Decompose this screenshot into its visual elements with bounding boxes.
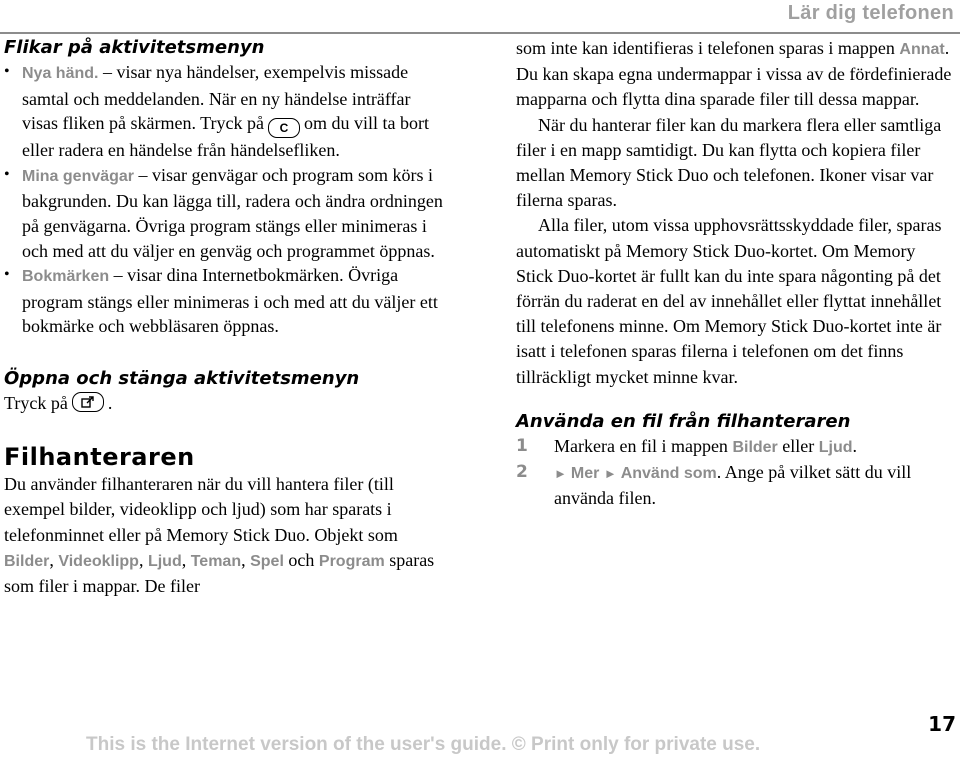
text: . <box>107 392 113 413</box>
step-item <box>516 434 956 460</box>
step-item <box>516 460 956 511</box>
text: . <box>852 435 858 456</box>
menu-term: Teman <box>190 552 242 570</box>
section-heading-use-file: Använda en fil från filhanteraren <box>516 410 851 432</box>
paragraph: När du hanterar filer kan du markera flera eller samtliga filer i en mapp samtidigt. Du kan flytta och kopiera filer mellan Memory Stick Duo och telefonen. Ikoner visar var filerna sparas. <box>516 114 942 211</box>
text: , <box>241 549 251 570</box>
text: , <box>181 549 191 570</box>
section-heading-tabs: Flikar på aktivitetsmenyn <box>4 37 265 58</box>
right-column <box>516 36 956 511</box>
menu-term: Ljud <box>818 438 853 456</box>
menu-term: Bilder <box>732 438 778 456</box>
left-column <box>4 36 444 599</box>
text: sparas som filer i mappar. De filer <box>4 549 435 596</box>
page-number: 17 <box>928 712 956 736</box>
footer-note: This is the Internet version of the user's guide. © Print only for private use. <box>86 734 761 755</box>
text: , <box>138 549 148 570</box>
text: och <box>283 549 319 570</box>
page-header: Lär dig telefonen <box>787 2 954 24</box>
arrow-right-icon: ► <box>554 466 567 482</box>
menu-term: Använd som <box>620 465 717 483</box>
paragraph <box>4 391 444 416</box>
list-item <box>4 60 444 163</box>
menu-term: Spel <box>250 552 284 570</box>
menu-term: Videoklipp <box>58 552 139 570</box>
text: . Ange på vilket sätt du vill använda filen. <box>554 462 912 509</box>
menu-term: Annat <box>899 41 945 58</box>
item-text: – visar nya händelser, exempelvis missade samtal och meddelanden. När en ny händelse inträffar visas fliken på skärmen. Tryck på <box>22 62 411 134</box>
text: . Du kan skapa egna undermappar i vissa av de fördefinierade mapparna och flytta dina sparade filer till dessa mappar. <box>516 38 952 110</box>
arrow-right-icon: ► <box>603 466 617 482</box>
steps-list <box>516 434 956 512</box>
paragraph <box>4 472 444 599</box>
menu-term: Ljud <box>147 552 182 570</box>
text: som inte kan identifieras i telefonen sparas i mappen <box>516 38 900 58</box>
text: Tryck på <box>4 392 68 413</box>
menu-term: Mer <box>570 465 600 483</box>
step-number: 1 <box>516 435 528 456</box>
text: eller <box>777 435 819 456</box>
text: Markera en fil i mappen <box>554 435 733 456</box>
text: , <box>49 549 59 570</box>
tab-list <box>4 60 444 339</box>
list-item <box>4 263 444 339</box>
key-label: C <box>279 121 289 136</box>
paragraph <box>516 36 956 113</box>
section-heading-file-manager: Filhanteraren <box>4 443 195 472</box>
step-number: 2 <box>516 462 528 483</box>
menu-term: Bilder <box>4 552 50 570</box>
list-item <box>4 163 444 263</box>
menu-term: Nya händ. <box>22 65 99 82</box>
paragraph: Alla filer, utom vissa upphovsrättsskyddade filer, sparas automatiskt på Memory Stick Duo-kortet. Om Memory Stick Duo-kortet är fullt kan du inte spara någonting på det förrän du raderat en del av innehållet eller flyttat innehållet till telefonens minne. Om Memory Stick Duo-kortet inte är isatt i telefonen sparas filerna i telefonen om det finns tillräckligt mycket minne kvar. <box>516 215 942 387</box>
item-text: – visar genvägar och program som körs i bakgrunden. Du kan lägga till, radera och ändra ordningen på genvägarna. Övriga program stängs eller minimeras i och med att du väljer en genväg och programmet öppnas. <box>22 164 443 261</box>
c-key-icon <box>268 118 300 138</box>
menu-term: Program <box>318 552 385 570</box>
item-text: – visar dina Internetbokmärken. Övriga program stängs eller minimeras i och med att du väljer ett bokmärke och webbläsaren öppnas. <box>22 265 438 337</box>
menu-term: Mina genvägar <box>22 167 135 185</box>
menu-term: Bokmärken <box>22 268 110 286</box>
text: Du använder filhanteraren när du vill hantera filer (till exempel bilder, videoklipp och ljud) som har sparats i telefonminnet eller på Memory Stick Duo. Objekt som <box>4 474 398 545</box>
activity-menu-key-icon <box>72 392 104 412</box>
section-heading-open-close: Öppna och stänga aktivitetsmenyn <box>4 367 360 389</box>
header-divider <box>0 32 960 34</box>
item-text: om du vill ta bort eller radera en händelse från händelsefliken. <box>22 113 429 161</box>
